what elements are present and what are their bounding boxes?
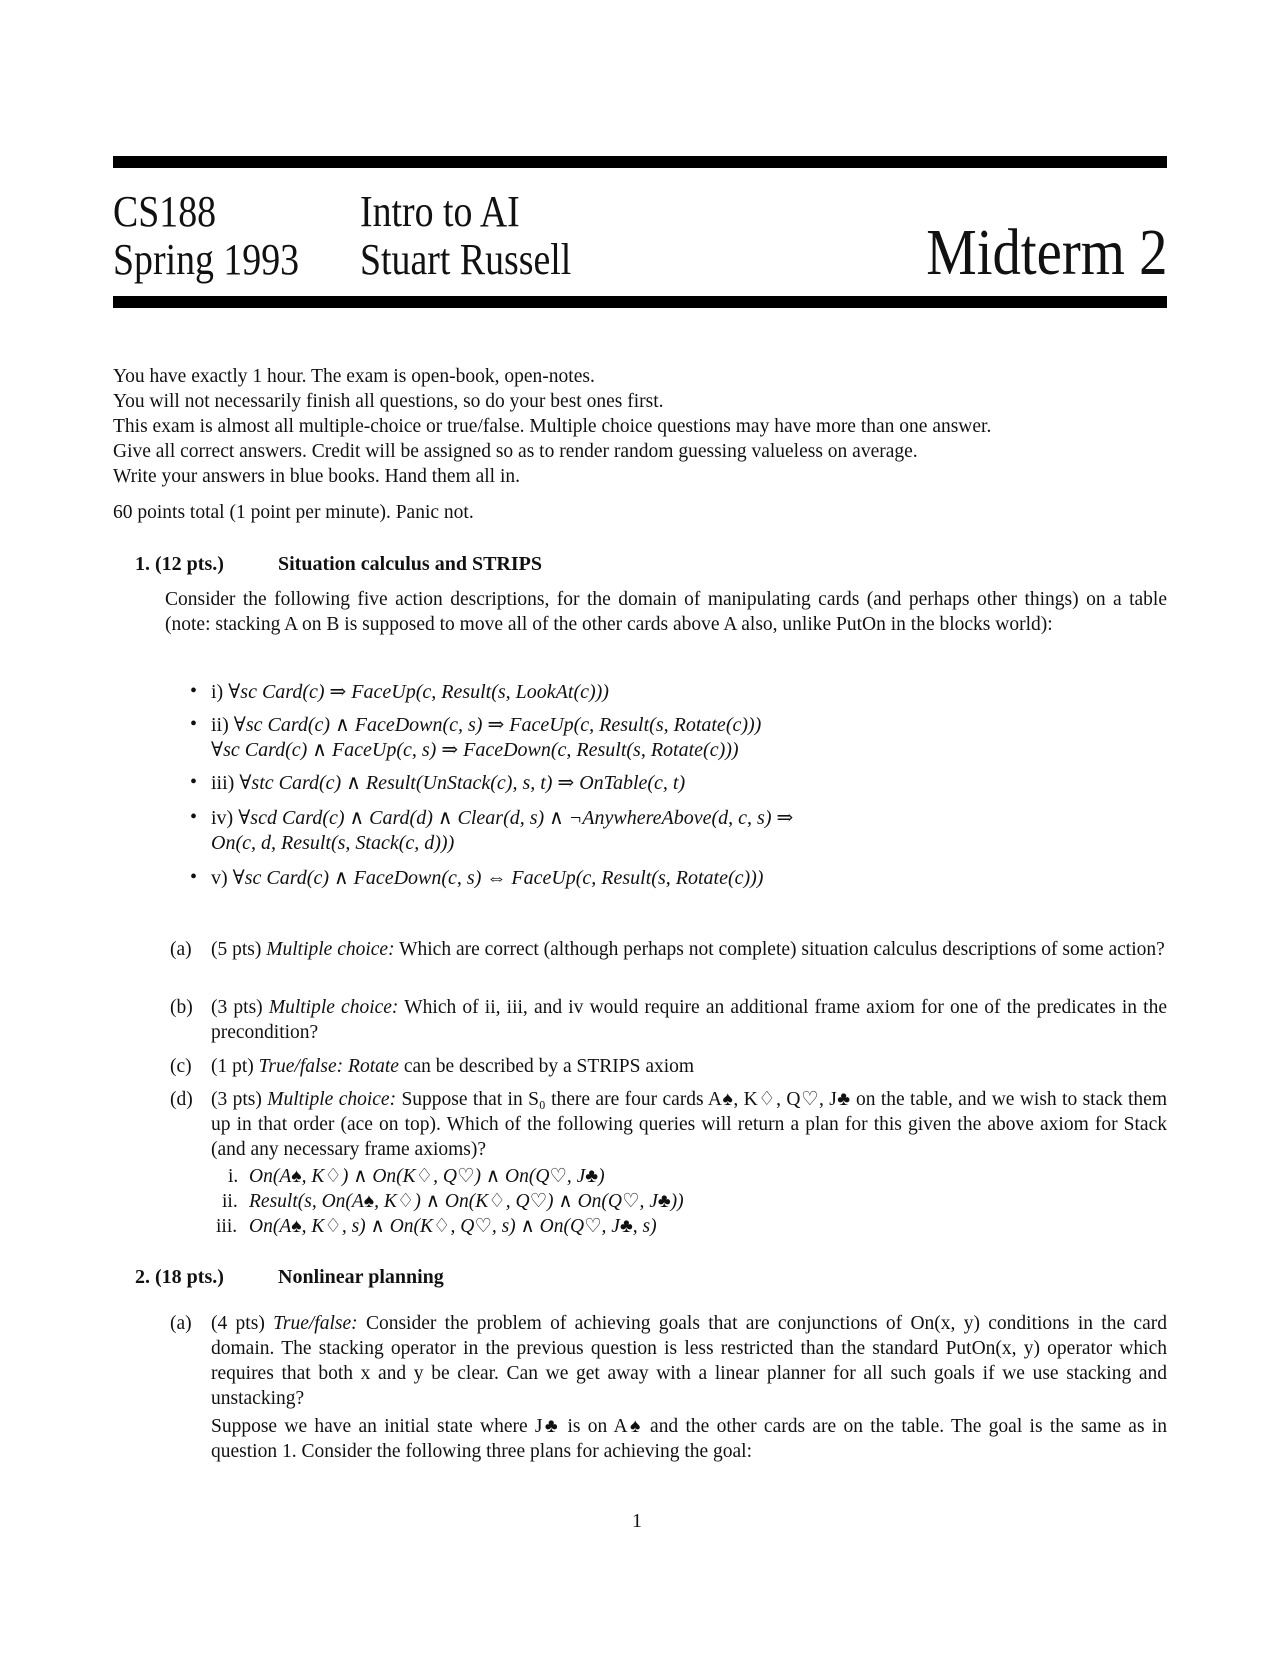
- query-formula: Result(s, On(A♠, K♢) ∧ On(K♢, Q♡) ∧ On(Q♡, J♣)): [249, 1191, 684, 1212]
- header-rule-top: [113, 156, 1167, 168]
- question-text: Which of ii, iii, and iv would require an additional frame axiom for one of the predicates in the precondition?: [211, 997, 1168, 1043]
- q1-number: 1. (12 pts.): [135, 553, 224, 575]
- question-text: Consider the problem of achieving goals that are conjunctions of On(x, y) conditions in the card domain. The stacking operator in the previous question is less restricted than the standard PutOn(x, y) operator which requires that both x and y be clear. Can we get away with a linear planner for all such goals if we use stacking and unstacking?: [211, 1313, 1167, 1409]
- instruction-line: You will not necessarily finish all questions, so do your best ones first.: [113, 391, 664, 412]
- pts: (3 pts): [211, 1089, 262, 1110]
- axiom-formula: On(c, d, Result(s, Stack(c, d))): [211, 832, 455, 854]
- axiom-formula: ∀stc Card(c) ∧ Result(UnStack(c), s, t) ⇒ OnTable(c, t): [239, 772, 686, 794]
- header-rule-bottom: [113, 296, 1167, 308]
- q1c-label: (c): [170, 1056, 192, 1077]
- question-type: True/false:: [258, 1056, 344, 1077]
- axiom-ii-line2: [211, 738, 739, 763]
- bullet: •: [190, 806, 198, 828]
- q1-intro: Consider the following five action descriptions, for the domain of manipulating cards (and perhaps other things) on a table (note: stacking A on B is supposed to move all of the other cards above A also, unlike PutOn in the blocks world):: [165, 589, 1167, 635]
- instruction-line: This exam is almost all multiple-choice or true/false. Multiple choice questions may have more than one answer.: [113, 416, 992, 437]
- question-term: Rotate: [348, 1056, 399, 1077]
- course-subject: Intro to AI: [360, 187, 520, 236]
- bullet: •: [190, 713, 198, 735]
- axiom-i: [211, 680, 609, 705]
- q1d-label: (d): [170, 1089, 193, 1110]
- query-formula: On(A♠, K♢, s) ∧ On(K♢, Q♡, s) ∧ On(Q♡, J♣, s): [249, 1216, 657, 1237]
- axiom-formula: ∀sc Card(c) ∧ FaceDown(c, s) ⇒ FaceUp(c, Result(s, Rotate(c))): [233, 714, 762, 736]
- course-code: CS188: [113, 187, 217, 236]
- query-label: iii.: [216, 1216, 238, 1237]
- instruction-line: Write your answers in blue books. Hand them all in.: [113, 466, 521, 487]
- q1c-body: [211, 1054, 1167, 1079]
- axiom-iv-line2: [211, 831, 454, 856]
- axiom-label: v): [211, 867, 228, 889]
- bullet: •: [190, 866, 198, 888]
- q2a-body: [211, 1311, 1167, 1411]
- exam-title: Midterm 2: [925, 216, 1167, 289]
- axiom-formula: ∀sc Card(c) ∧ FaceUp(c, s) ⇒ FaceDown(c, Result(s, Rotate(c))): [211, 739, 739, 761]
- query-label: ii.: [222, 1191, 238, 1212]
- q2-followup: Suppose we have an initial state where J♣ is on A♠ and the other cards are on the table. The goal is the same as in question 1. Consider the following three plans for achieving the goal:: [211, 1416, 1167, 1462]
- course-term: Spring 1993: [113, 235, 300, 284]
- q1b-label: (b): [170, 997, 193, 1018]
- query-formula: On(A♠, K♢) ∧ On(K♢, Q♡) ∧ On(Q♡, J♣): [249, 1166, 605, 1187]
- q2-number: 2. (18 pts.): [135, 1266, 224, 1288]
- pts: (5 pts): [211, 939, 262, 960]
- question-type: Multiple choice:: [266, 939, 395, 960]
- axiom-v: [211, 866, 763, 891]
- q2a-label: (a): [170, 1313, 192, 1334]
- axiom-iv: [211, 806, 793, 831]
- q2-title: Nonlinear planning: [278, 1266, 444, 1288]
- axiom-formula: ∀sc Card(c) ⇒ FaceUp(c, Result(s, LookAt(c))): [228, 681, 609, 703]
- bullet: •: [190, 771, 198, 793]
- pts: (3 pts): [211, 997, 263, 1018]
- axiom-formula: ∀scd Card(c) ∧ Card(d) ∧ Clear(d, s) ∧ ¬AnywhereAbove(d, c, s) ⇒: [238, 807, 794, 829]
- q1d-body: [211, 1087, 1167, 1162]
- course-instructor: Stuart Russell: [360, 235, 572, 284]
- page-number: 1: [632, 1510, 642, 1532]
- question-text: can be described by a STRIPS axiom: [403, 1056, 695, 1077]
- question-text: Suppose that in S₀ there are four cards A♠, K♢, Q♡, J♣ on the table, and we wish to stack them up in that order (ace on top). Which of the following queries will return a plan for this given the above axiom for Stack (and any necessary frame axioms)?: [211, 1089, 1167, 1160]
- axiom-label: iv): [211, 807, 234, 829]
- question-type: Multiple choice:: [268, 997, 399, 1018]
- pts: (1 pt): [211, 1056, 254, 1077]
- q1-title: Situation calculus and STRIPS: [278, 553, 542, 575]
- q1a-label: (a): [170, 939, 192, 960]
- bullet: •: [190, 680, 198, 702]
- q1a-body: [211, 937, 1167, 962]
- axiom-label: iii): [211, 772, 235, 794]
- question-type: Multiple choice:: [267, 1089, 397, 1110]
- instruction-line: 60 points total (1 point per minute). Panic not.: [113, 502, 474, 523]
- axiom-formula: ∀sc Card(c) ∧ FaceDown(c, s) ⇔ FaceUp(c, Result(s, Rotate(c))): [232, 867, 764, 889]
- q1b-body: [211, 995, 1167, 1045]
- question-type: True/false:: [273, 1313, 358, 1334]
- query-label: i.: [228, 1166, 239, 1187]
- axiom-iii: [211, 771, 685, 796]
- axiom-label: ii): [211, 714, 229, 736]
- instruction-line: Give all correct answers. Credit will be assigned so as to render random guessing valueless on average.: [113, 441, 918, 462]
- pts: (4 pts): [211, 1313, 265, 1334]
- axiom-ii: [211, 713, 761, 738]
- axiom-label: i): [211, 681, 224, 703]
- instruction-line: You have exactly 1 hour. The exam is open-book, open-notes.: [113, 366, 595, 387]
- question-text: Which are correct (although perhaps not complete) situation calculus descriptions of some action?: [399, 939, 1165, 960]
